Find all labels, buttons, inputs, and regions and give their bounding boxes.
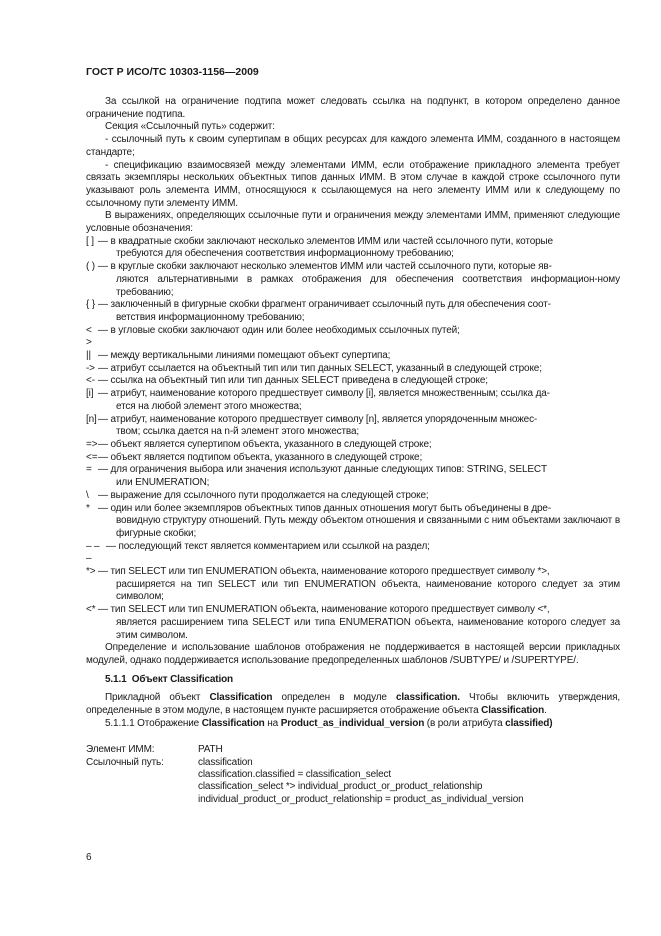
notation-symbol: <= bbox=[86, 451, 98, 463]
notation-symbol: [n] bbox=[86, 413, 97, 425]
notation-text: — тип SELECT или тип ENUMERATION объекта, наименование которого предшествует символу *>, bbox=[98, 566, 550, 578]
notation-item bbox=[86, 350, 620, 363]
notation-text: — выражение для ссылочного пути продолжается на следующей строке; bbox=[98, 489, 429, 501]
notation-text-cont: твом; ссылка дается на n-й элемент этого множества; bbox=[116, 426, 359, 438]
notation-text: — атрибут, наименование которого предшествует символу [n], является упорядоченным множес- bbox=[98, 413, 538, 425]
text-run: classified) bbox=[505, 717, 553, 729]
notation-symbol: -> bbox=[86, 362, 95, 374]
ref-path-line: classification.classified = classification_select bbox=[198, 769, 392, 781]
notation-text-cont: требуются для обеспечения соответствия информационному требованию; bbox=[116, 248, 454, 260]
notation-symbol: \ bbox=[86, 489, 89, 501]
paragraph: - спецификацию взаимосвязей между элементами ИММ, если отображение прикладного элемента требует связать экземпляры нескольких объектных типов данных ИММ. В этом случае в каждой строке ссылочного пути указывают роль элемента ИММ, относящуюся к ссылающемуся на него элементу ИММ или к следующему по ссылочному пути элементу ИММ. bbox=[86, 159, 620, 209]
notation-text: — объект является супертипом объекта, указанного в следующей строке; bbox=[98, 438, 432, 450]
document-header: ГОСТ Р ИСО/ТС 10303-1156—2009 bbox=[86, 66, 259, 78]
paragraph: - ссылочный путь к своим супертипам в общих ресурсах для каждого элемента ИММ, созданного в настоящем стандарте; bbox=[86, 134, 620, 158]
notation-item bbox=[86, 261, 620, 299]
subsection-heading bbox=[86, 718, 620, 731]
ref-path-line: classification_select *> individual_product_or_product_relationship bbox=[198, 781, 483, 793]
notation-text-cont: расширяется на тип SELECT или тип ENUMERATION объекта, наименование которого следует за этим символом; bbox=[116, 578, 620, 603]
notation-item bbox=[86, 439, 620, 452]
page-body bbox=[86, 96, 620, 806]
notation-list bbox=[86, 236, 620, 643]
notation-item bbox=[86, 236, 620, 261]
paragraph bbox=[86, 692, 620, 717]
notation-symbol: < > bbox=[86, 324, 92, 349]
notation-text-cont: вовидную структуру отношений. Путь между объектом отношения и связанными с ним объектами заключают в фигурные скобки; bbox=[116, 515, 620, 539]
ref-path-line: individual_product_or_product_relationship = product_as_individual_version bbox=[198, 793, 524, 805]
notation-item bbox=[86, 541, 620, 566]
ref-label: Ссылочный путь: bbox=[86, 756, 164, 768]
notation-symbol: – – – bbox=[86, 540, 100, 565]
page-number: 6 bbox=[86, 852, 92, 863]
text-run: на bbox=[264, 717, 281, 729]
notation-text: — в круглые скобки заключают несколько элементов ИММ или частей ссылочного пути, которые яв- bbox=[98, 261, 552, 273]
section-title: Объект Classification bbox=[131, 673, 233, 685]
notation-text: — объект является подтипом объекта, указанного в следующей строке; bbox=[98, 451, 423, 463]
notation-text: — атрибут, наименование которого предшествует символу [i], является множественным; ссылка да- bbox=[98, 388, 550, 400]
notation-item bbox=[86, 464, 620, 489]
notation-text-cont: ется на любой элемент этого множества; bbox=[116, 400, 302, 412]
notation-item bbox=[86, 375, 620, 388]
paragraph: За ссылкой на ограничение подтипа может следовать ссылка на подпункт, в котором определено данное ограничение подтипа. bbox=[86, 96, 620, 120]
mapping-table bbox=[86, 744, 620, 805]
notation-text-cont: или ENUMERATION; bbox=[116, 477, 210, 489]
notation-text: — последующий текст является комментарием или ссылкой на раздел; bbox=[106, 540, 430, 552]
text-run: . bbox=[544, 705, 547, 717]
notation-symbol: <- bbox=[86, 375, 95, 387]
paragraph: В выражениях, определяющих ссылочные пути и ограничения между элементами ИММ, применяют следующие условные обозначения: bbox=[86, 210, 620, 235]
notation-item bbox=[86, 388, 620, 413]
notation-symbol: => bbox=[86, 438, 98, 450]
notation-text: — в угловые скобки заключают один или более необходимых ссылочных путей; bbox=[98, 324, 460, 336]
notation-item bbox=[86, 503, 620, 541]
text-run: Classification bbox=[209, 692, 273, 704]
ref-path-line: classification bbox=[198, 756, 253, 768]
notation-symbol: { } bbox=[86, 299, 96, 311]
notation-symbol: || bbox=[86, 350, 91, 362]
notation-symbol: ( ) bbox=[86, 261, 95, 273]
notation-item bbox=[86, 566, 620, 604]
notation-item bbox=[86, 363, 620, 376]
aim-value: PATH bbox=[198, 744, 223, 756]
text-run: classification. bbox=[396, 692, 460, 704]
notation-symbol: <* bbox=[86, 604, 96, 616]
text-run: (в роли атрибута bbox=[424, 717, 506, 729]
text-run: Product_as_individual_version bbox=[280, 717, 425, 729]
notation-text: — между вертикальными линиями помещают объект супертипа; bbox=[98, 350, 391, 362]
notation-text: — один или более экземпляров объектных типов данных отношения могут быть объединены в дре- bbox=[98, 502, 552, 514]
notation-text: — заключенный в фигурные скобки фрагмент ограничивает ссылочный путь для обеспечения соот- bbox=[98, 299, 551, 311]
notation-text: — в квадратные скобки заключают несколько элементов ИММ или частей ссылочного пути, которые bbox=[98, 235, 553, 247]
notation-text-cont: ветствия информационному требованию; bbox=[116, 311, 305, 323]
paragraph: Секция «Ссылочный путь» содержит: bbox=[105, 121, 275, 133]
notation-text-cont: ляются альтернативными в рамках отображения для обеспечения соответствия информацион-ному требованию; bbox=[116, 273, 620, 298]
notation-item bbox=[86, 490, 620, 503]
notation-item bbox=[86, 325, 620, 350]
notation-symbol: [ ] bbox=[86, 235, 94, 247]
notation-symbol: * bbox=[86, 502, 90, 514]
text-run: Отображение bbox=[134, 717, 202, 729]
aim-label: Элемент ИММ: bbox=[86, 744, 155, 756]
text-run: Чтобы включить утверждения, определенные в этом модуле, в настоящем пункте расширяется отображение объекта bbox=[86, 692, 620, 717]
notation-text: — атрибут ссылается на объектный тип или тип данных SELECT, указанный в следующей строке; bbox=[98, 362, 542, 374]
text-run: Classification bbox=[481, 705, 545, 717]
notation-text-cont: является расширением типа SELECT или типа ENUMERATION объекта, наименование которого следует за этим символом. bbox=[116, 616, 620, 641]
notation-item bbox=[86, 414, 620, 439]
notation-symbol: = bbox=[86, 464, 92, 476]
section-number: 5.1.1 bbox=[105, 673, 127, 685]
notation-item bbox=[86, 299, 620, 324]
notation-text: — тип SELECT или тип ENUMERATION объекта, наименование которого предшествует символу <*, bbox=[98, 604, 550, 616]
text-run: Classification bbox=[201, 717, 265, 729]
paragraph: Определение и использование шаблонов отображения не поддерживается в настоящей версии прикладных модулей, однако поддерживается использование предопределенных шаблонов /SUBTYPE/ и /SUPERTYPE/. bbox=[86, 642, 620, 666]
notation-text: — для ограничения выбора или значения используют данные следующих типов: STRING, SELECT bbox=[98, 464, 547, 476]
notation-text: — ссылка на объектный тип или тип данных SELECT приведена в следующей строке; bbox=[98, 375, 488, 387]
text-run: Прикладной объект bbox=[105, 692, 210, 704]
text-run: определен в модуле bbox=[272, 692, 396, 704]
notation-item bbox=[86, 452, 620, 465]
text-run: 5.1.1.1 bbox=[105, 717, 135, 729]
notation-symbol: *> bbox=[86, 566, 96, 578]
notation-symbol: [i] bbox=[86, 388, 94, 400]
notation-item bbox=[86, 604, 620, 642]
section-heading bbox=[86, 674, 620, 687]
